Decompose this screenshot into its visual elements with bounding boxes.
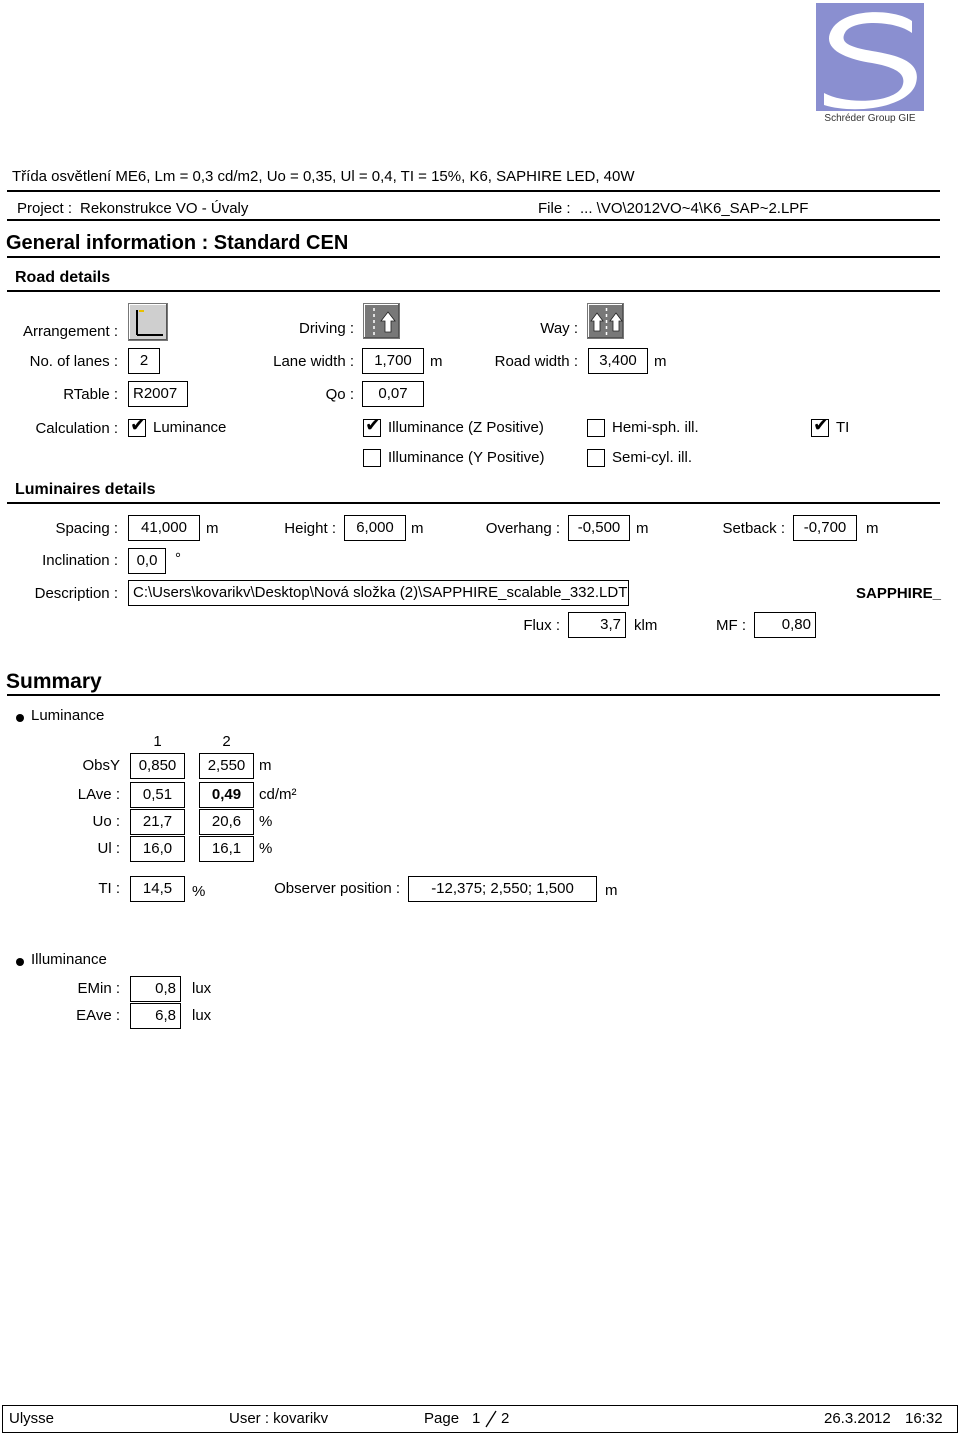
footer-page-current: 1 <box>472 1410 481 1427</box>
rtable-field[interactable]: R2007 <box>128 381 188 407</box>
emin-label: EMin : <box>77 980 120 997</box>
description-field[interactable]: C:\Users\kovarikv\Desktop\Nová složka (2)\SAPPHIRE_scalable_332.LDT <box>128 580 629 606</box>
col-header-1: 1 <box>153 733 162 750</box>
overhang-field[interactable]: -0,500 <box>568 515 630 541</box>
schreder-logo <box>816 3 924 125</box>
flux-unit: klm <box>634 617 658 634</box>
spacing-field[interactable]: 41,000 <box>128 515 200 541</box>
general-rule <box>7 256 940 258</box>
road-details-rule <box>7 290 940 292</box>
lane-width-field[interactable]: 1,700 <box>362 348 424 374</box>
footer-user: User : kovarikv <box>229 1410 329 1427</box>
lave-value-2[interactable]: 0,49 <box>199 782 254 808</box>
document-title: Třída osvětlení ME6, Lm = 0,3 cd/m2, Uo = 0,35, Ul = 0,4, TI = 15%, K6, SAPHIRE LED, 40W <box>12 168 635 185</box>
height-unit: m <box>411 520 424 537</box>
lave-value-1[interactable]: 0,51 <box>130 782 185 808</box>
road-width-unit: m <box>654 353 667 370</box>
spacing-unit: m <box>206 520 219 537</box>
spacing-label: Spacing : <box>55 520 118 537</box>
illuminance-section-label: Illuminance <box>31 951 107 968</box>
driving-label: Driving : <box>298 320 354 337</box>
summary-heading: Summary <box>6 670 102 693</box>
inclination-unit: ° <box>175 550 181 567</box>
emin-unit: lux <box>192 980 212 997</box>
hemi-sph-checkbox[interactable] <box>587 419 605 437</box>
observer-unit: m <box>605 882 618 899</box>
two-way-icon[interactable] <box>587 303 624 339</box>
footer-page-label: Page <box>424 1410 460 1427</box>
emin-field[interactable]: 0,8 <box>130 976 181 1002</box>
project-rule <box>7 219 940 221</box>
driving-direction-icon[interactable] <box>363 303 400 339</box>
flux-field[interactable]: 3,7 <box>568 612 626 638</box>
lanes-field[interactable]: 2 <box>128 348 160 374</box>
rtable-label: RTable : <box>63 386 118 403</box>
illuminance-z-option-label: Illuminance (Z Positive) <box>388 419 544 436</box>
lane-width-unit: m <box>430 353 443 370</box>
arrangement-label: Arrangement : <box>22 323 118 340</box>
hemi-sph-option-label: Hemi-sph. ill. <box>612 419 699 436</box>
lanes-label: No. of lanes : <box>29 353 118 370</box>
uo-value-1[interactable]: 21,7 <box>130 809 185 835</box>
obsy-value-2[interactable]: 2,550 <box>199 753 254 779</box>
check-mark-icon: ✔ <box>130 414 146 436</box>
lave-unit: cd/m² <box>259 786 297 803</box>
setback-unit: m <box>866 520 879 537</box>
calculation-label: Calculation : <box>35 420 118 437</box>
summary-rule <box>7 694 940 696</box>
ti-option-label: TI <box>836 419 850 436</box>
way-label: Way : <box>540 320 578 337</box>
overhang-unit: m <box>636 520 649 537</box>
general-heading: General information : Standard CEN <box>6 232 349 254</box>
ti-value[interactable]: 14,5 <box>130 876 185 902</box>
check-mark-icon: ✔ <box>813 414 829 436</box>
footer-page-total: 2 <box>501 1410 510 1427</box>
mf-field[interactable]: 0,80 <box>754 612 816 638</box>
footer-date: 26.3.2012 <box>824 1410 891 1427</box>
luminaires-heading: Luminaires details <box>15 481 156 498</box>
check-mark-icon: ✔ <box>365 414 381 436</box>
inclination-field[interactable]: 0,0 <box>128 548 166 574</box>
overhang-label: Overhang : <box>485 520 560 537</box>
schreder-logo-mark <box>816 3 924 111</box>
flux-label: Flux : <box>523 617 560 634</box>
eave-unit: lux <box>192 1007 212 1024</box>
ul-unit: % <box>259 840 273 857</box>
footer-app-name: Ulysse <box>9 1410 55 1427</box>
uo-unit: % <box>259 813 273 830</box>
qo-field[interactable]: 0,07 <box>362 381 424 407</box>
lane-width-label: Lane width : <box>273 353 354 370</box>
illuminance-z-checkbox[interactable] <box>363 414 381 437</box>
eave-label: EAve : <box>76 1007 120 1024</box>
obsy-value-1[interactable]: 0,850 <box>130 753 185 779</box>
observer-label: Observer position : <box>274 880 400 897</box>
luminance-option-label: Luminance <box>153 419 227 436</box>
luminance-section-label: Luminance <box>31 707 105 724</box>
obsy-unit: m <box>259 757 272 774</box>
logo-caption: Schréder Group GIE <box>824 113 916 124</box>
eave-field[interactable]: 6,8 <box>130 1003 181 1029</box>
road-width-field[interactable]: 3,400 <box>588 348 648 374</box>
luminance-bullet-icon <box>16 714 24 722</box>
luminaire-name: SAPPHIRE_ <box>856 585 942 602</box>
footer-time: 16:32 <box>905 1410 943 1427</box>
obsy-label: ObsY <box>82 757 120 774</box>
luminaires-rule <box>7 502 940 504</box>
lave-label: LAve : <box>77 786 120 803</box>
ul-label: Ul : <box>97 840 120 857</box>
file-value: ... \VO\2012VO~4\K6_SAP~2.LPF <box>580 200 809 217</box>
height-field[interactable]: 6,000 <box>344 515 406 541</box>
setback-label: Setback : <box>722 520 785 537</box>
page-footer <box>2 1405 958 1433</box>
observer-field[interactable]: -12,375; 2,550; 1,500 <box>408 876 597 902</box>
road-details-heading: Road details <box>15 269 111 286</box>
project-value: Rekonstrukce VO - Úvaly <box>80 200 249 217</box>
uo-value-2[interactable]: 20,6 <box>199 809 254 835</box>
semi-cyl-option-label: Semi-cyl. ill. <box>612 449 693 466</box>
height-label: Height : <box>284 520 336 537</box>
ti-unit: % <box>192 883 206 900</box>
ul-value-1[interactable]: 16,0 <box>130 836 185 862</box>
road-width-label: Road width : <box>494 353 578 370</box>
luminance-checkbox[interactable] <box>128 414 146 437</box>
inclination-label: Inclination : <box>42 552 118 569</box>
file-label: File : <box>538 200 571 217</box>
illuminance-bullet-icon <box>16 958 24 966</box>
setback-field[interactable]: -0,700 <box>793 515 857 541</box>
description-label: Description : <box>34 585 118 602</box>
project-label: Project : <box>17 200 73 217</box>
ul-value-2[interactable]: 16,1 <box>199 836 254 862</box>
single-side-arrangement-icon[interactable] <box>128 303 168 341</box>
col-header-2: 2 <box>222 733 231 750</box>
uo-label: Uo : <box>92 813 120 830</box>
illuminance-y-checkbox[interactable] <box>363 449 381 467</box>
semi-cyl-checkbox[interactable] <box>587 449 605 467</box>
illuminance-y-option-label: Illuminance (Y Positive) <box>388 449 545 466</box>
ti-label: TI : <box>98 880 120 897</box>
mf-label: MF : <box>716 617 746 634</box>
page-separator-icon <box>485 1410 497 1428</box>
ti-checkbox[interactable] <box>811 414 829 437</box>
qo-label: Qo : <box>325 386 354 403</box>
title-rule <box>7 190 940 192</box>
